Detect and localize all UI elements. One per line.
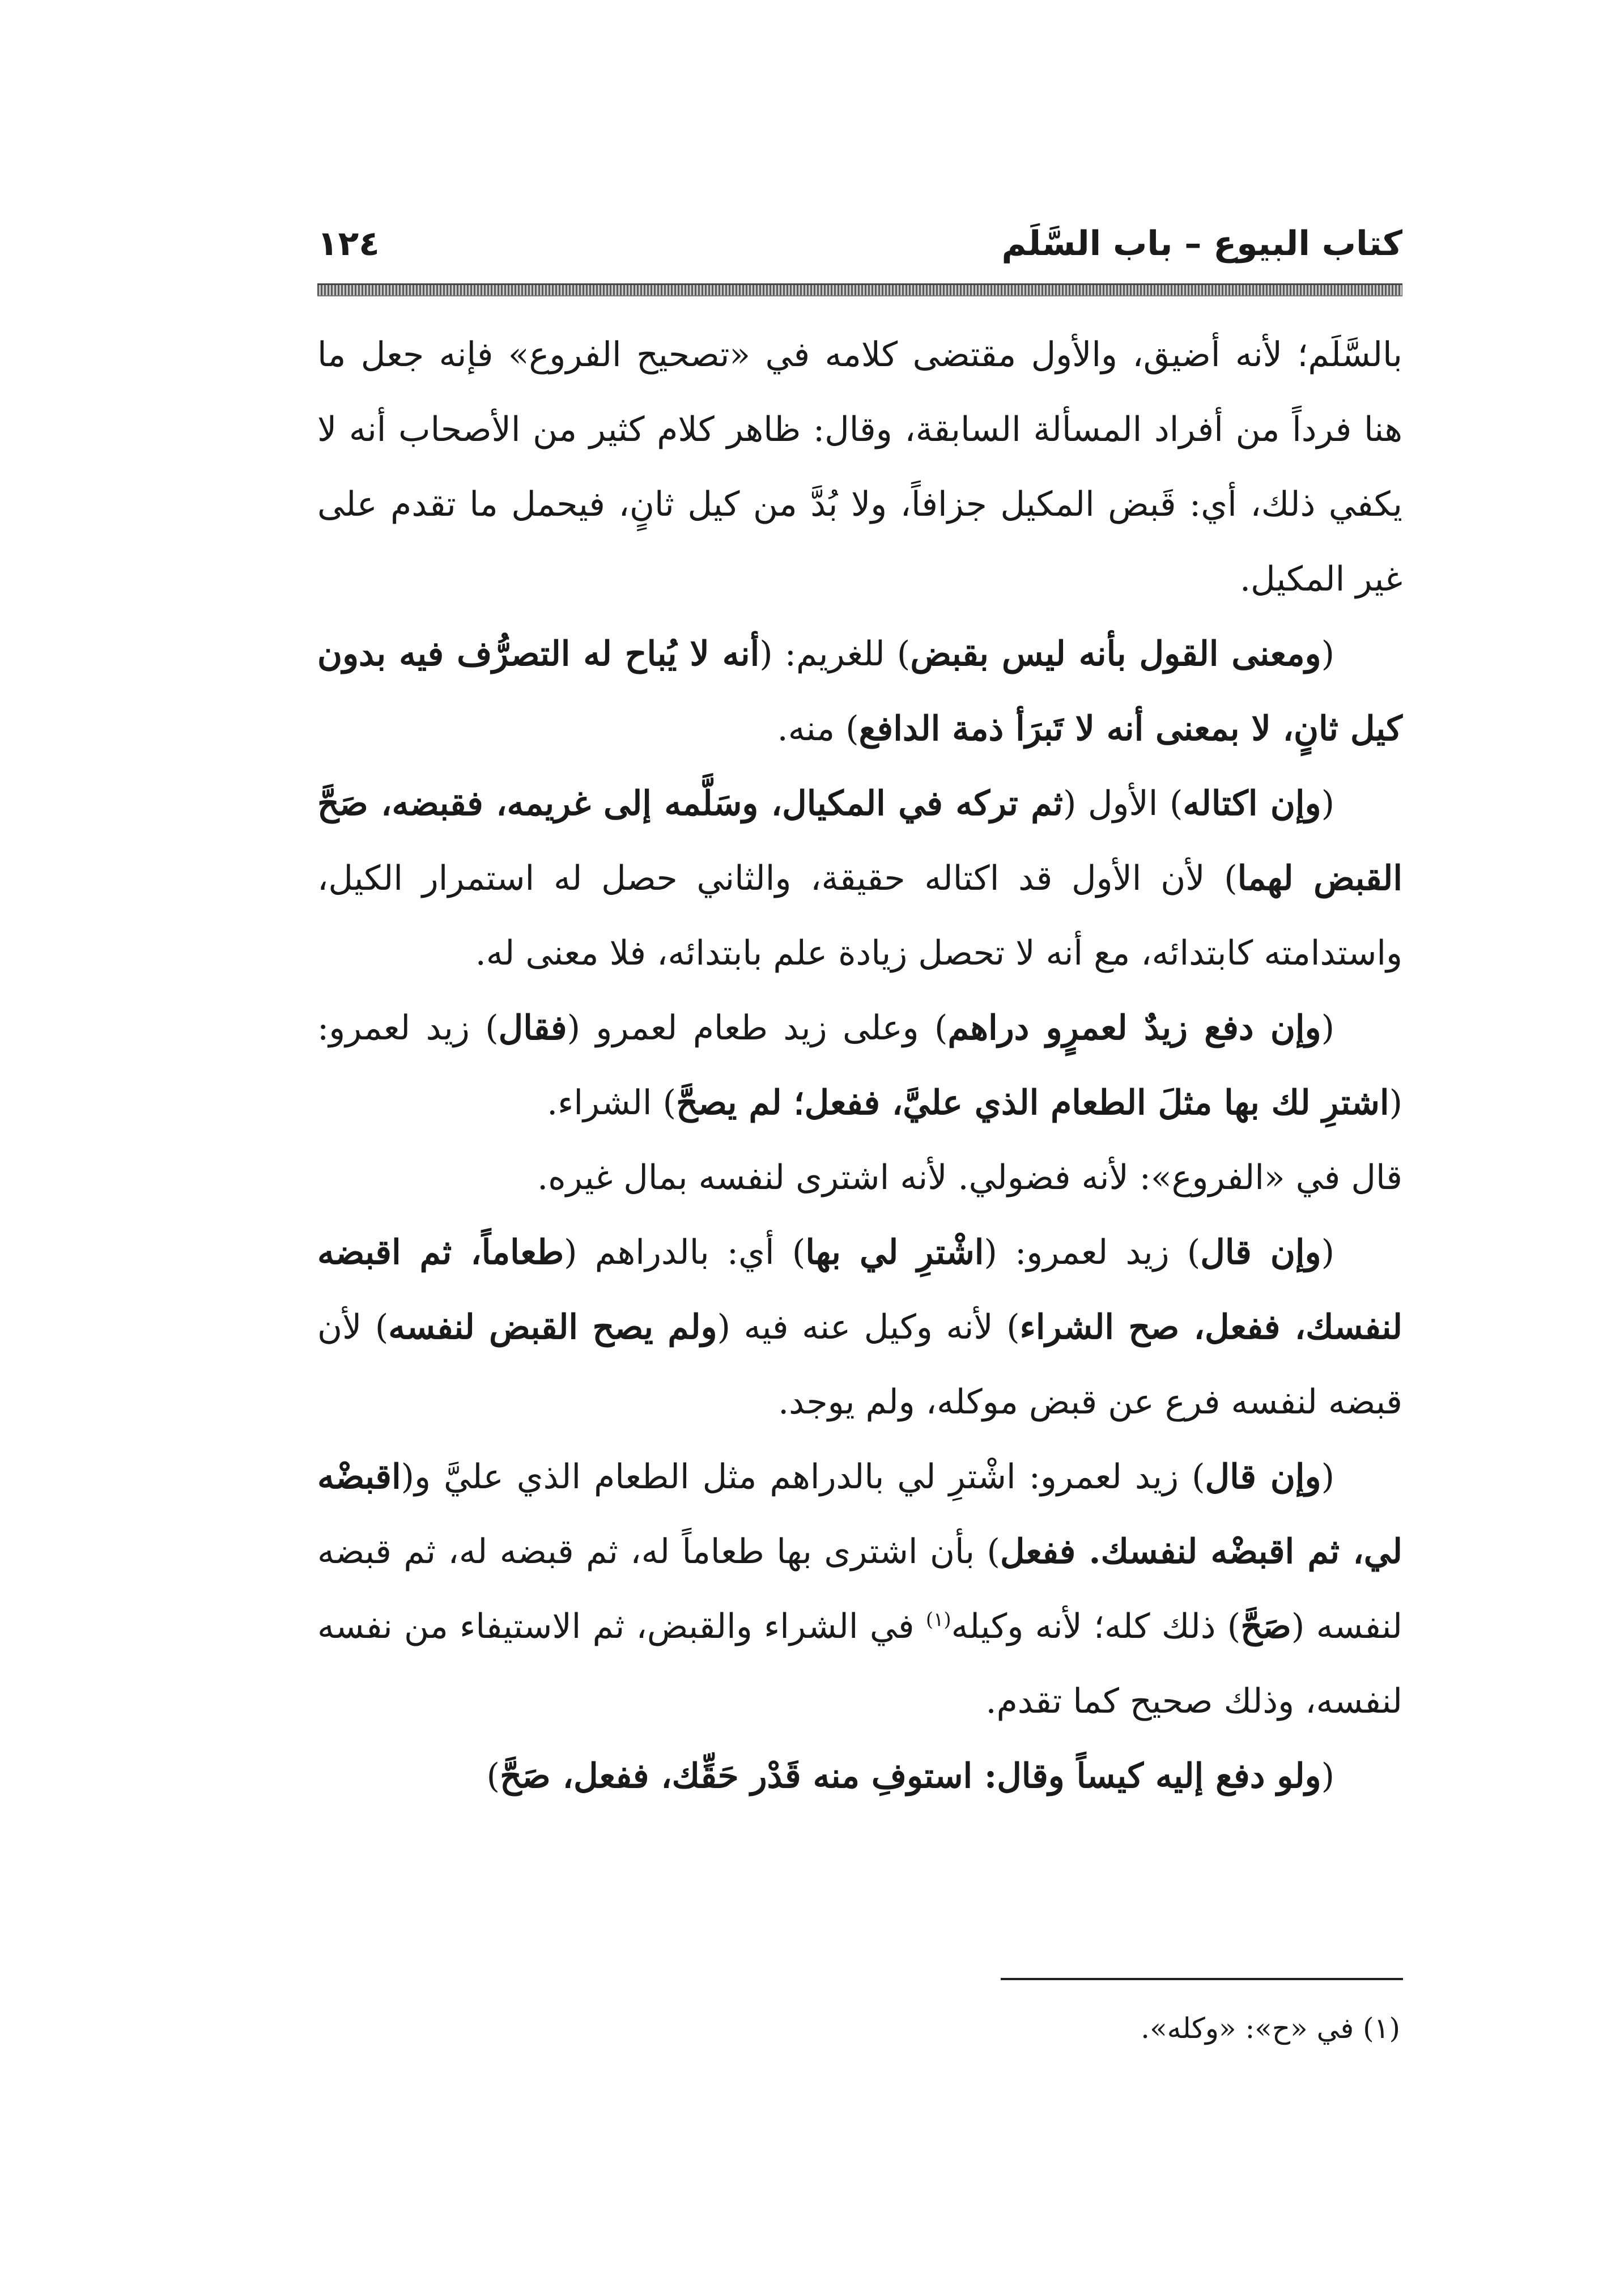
matn-text: أنه لا يُباح له التصرُّف فيه بدون كيل ثانٍ، لا بمعنى أنه لا تَبرَأ ذمة الدافع bbox=[317, 634, 1402, 749]
matn-text: صَحَّ bbox=[1240, 1607, 1291, 1646]
commentary-text: ) الشراء. bbox=[547, 1083, 677, 1123]
body-text bbox=[317, 317, 1402, 1814]
page-number: ١٢٤ bbox=[317, 224, 380, 264]
matn-text: اقبضْه لي، ثم اقبضْه لنفسك. ففعل bbox=[317, 1457, 1402, 1572]
commentary-text: في الشراء والقبض، ثم الاستيفاء من نفسه لنفسه، وذلك صحيح كما تقدم. bbox=[317, 1607, 1402, 1721]
matn-text: ولم يصح القبض لنفسه bbox=[388, 1307, 717, 1347]
commentary-text: ( bbox=[1321, 634, 1334, 674]
page-header bbox=[317, 224, 1402, 286]
commentary-text: ( bbox=[1321, 1008, 1334, 1048]
commentary-text: ) منه. bbox=[777, 709, 859, 749]
commentary-text: ) زيد لعمرو: ( bbox=[317, 1008, 1402, 1123]
commentary-text: ( bbox=[1321, 1233, 1334, 1272]
commentary-text: ) bbox=[486, 1756, 500, 1796]
paragraph bbox=[317, 991, 1402, 1140]
commentary-text: ) لأنه وكيل عنه فيه ( bbox=[717, 1307, 1020, 1347]
matn-text: وإن دفع زيدٌ لعمرٍو دراهم bbox=[947, 1008, 1321, 1048]
commentary-text: ( bbox=[1321, 784, 1334, 823]
paragraph bbox=[317, 617, 1402, 766]
commentary-text: ) الأول ( bbox=[1062, 784, 1183, 823]
paragraph bbox=[317, 317, 1402, 617]
footnote-marker: (١) bbox=[925, 1608, 951, 1631]
commentary-text: ) بأن اشترى بها طعاماً له، ثم قبضه له، ثم قبضه لنفسه ( bbox=[317, 1532, 1403, 1646]
commentary-text: بالسَّلَم؛ لأنه أضيق، والأول مقتضى كلامه في «تصحيح الفروع» فإنه جعل ما هنا فرداً من أفراد المسألة السابقة، وقال: ظاهر كلام كثير من الأصحاب أنه لا يكفي ذلك، أي: قَبض المكيل جزافاً، ولا بُدَّ من كيل ثانٍ، فيحمل ما تقدم على غير المكيل. bbox=[317, 335, 1403, 599]
matn-text: وإن قال bbox=[1200, 1233, 1321, 1272]
commentary-text: ) أي: بالدراهم ( bbox=[564, 1233, 806, 1272]
matn-text: فقال bbox=[498, 1008, 567, 1048]
matn-text: ولو دفع إليه كيساً وقال: استوفِ منه قَدْر حَقِّك، ففعل، صَحَّ bbox=[500, 1756, 1321, 1796]
commentary-text: ( bbox=[1321, 1756, 1334, 1796]
running-title: كتاب البيوع – باب السَّلَم bbox=[1001, 224, 1402, 264]
commentary-text: قال في «الفروع»: لأنه فضولي. لأنه اشترى لنفسه بمال غيره. bbox=[537, 1158, 1402, 1198]
commentary-text: ) زيد لعمرو: ( bbox=[984, 1233, 1201, 1272]
matn-text: اشترِ لك بها مثلَ الطعام الذي عليَّ، ففعل؛ لم يصحَّ bbox=[676, 1083, 1389, 1123]
paragraph bbox=[317, 1440, 1402, 1739]
commentary-text: ) زيد لعمرو: اشْترِ لي بالدراهم مثل الطعام الذي عليَّ و( bbox=[401, 1457, 1205, 1497]
commentary-text: ) وعلى زيد طعام لعمرو ( bbox=[567, 1008, 948, 1048]
matn-text: ثم تركه في المكيال، وسَلَّمه إلى غريمه، فقبضه، صَحَّ القبض لهما bbox=[317, 784, 1402, 898]
commentary-text: ( bbox=[1321, 1457, 1334, 1497]
matn-text: وإن اكتاله bbox=[1183, 784, 1321, 823]
commentary-text: ) لأن الأول قد اكتاله حقيقة، والثاني حصل له استمرار الكيل، واستدامته كابتدائه، مع أنه لا تحصل زيادة علم بابتدائه، فلا معنى له. bbox=[317, 859, 1402, 973]
matn-text: اشْترِ لي بها bbox=[805, 1233, 984, 1272]
paragraph bbox=[317, 1215, 1402, 1440]
commentary-text: ) لأن قبضه لنفسه فرع عن قبض موكله، ولم يوجد. bbox=[317, 1307, 1402, 1422]
matn-text: طعاماً، ثم اقبضه لنفسك، ففعل، صح الشراء bbox=[317, 1233, 1402, 1347]
matn-text: ومعنى القول بأنه ليس بقبض bbox=[910, 634, 1321, 674]
commentary-text: ) ذلك كله؛ لأنه وكيله bbox=[951, 1607, 1241, 1646]
header-rule bbox=[317, 283, 1402, 296]
commentary-text: ) للغريم: ( bbox=[759, 634, 911, 674]
matn-text: وإن قال bbox=[1205, 1457, 1321, 1497]
paragraph bbox=[317, 1140, 1402, 1215]
paragraph bbox=[317, 1739, 1402, 1814]
paragraph bbox=[317, 766, 1402, 991]
footnote: (١) في «ح»: «وكله». bbox=[1141, 2012, 1400, 2045]
footnote-rule bbox=[1001, 1978, 1403, 1980]
